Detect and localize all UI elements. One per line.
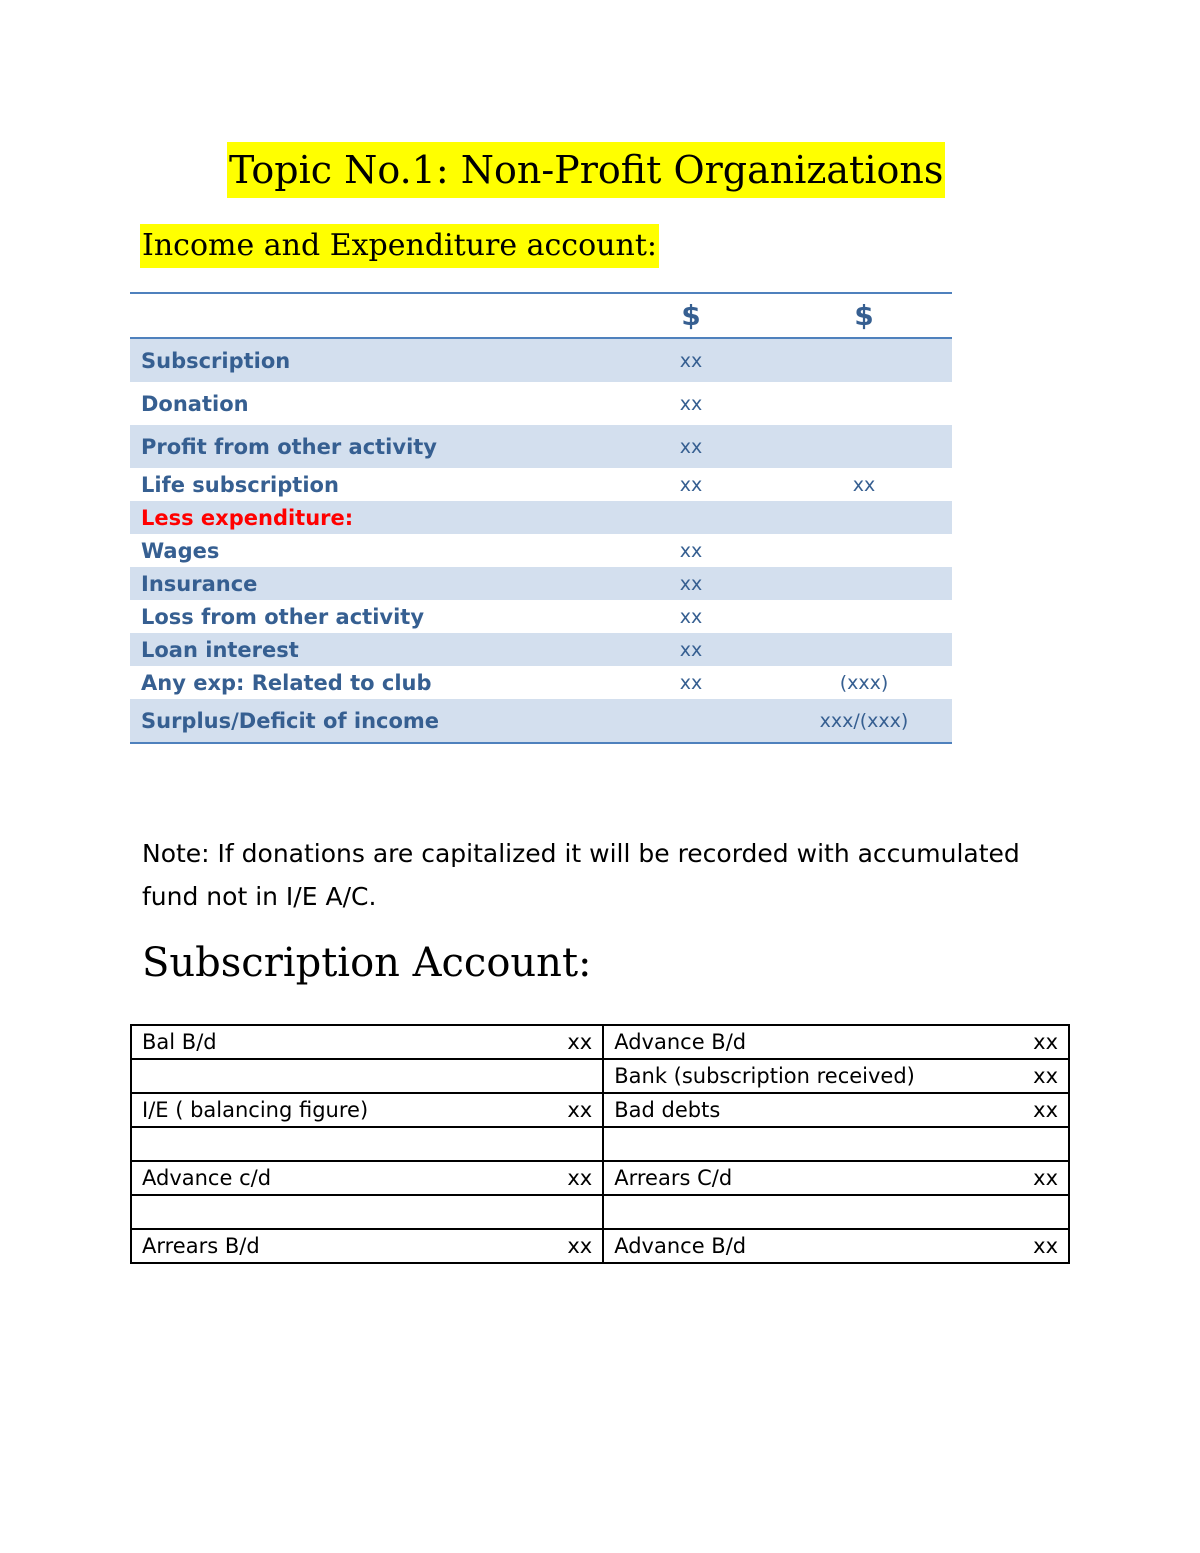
row-value-1 [606, 501, 776, 534]
debit-amount [554, 1127, 603, 1161]
table-row [130, 338, 952, 382]
row-label: Surplus/Deficit of income [130, 699, 606, 743]
credit-amount [1020, 1127, 1069, 1161]
debit-amount: xx [554, 1025, 603, 1059]
table-row [130, 468, 952, 501]
row-label: Any exp: Related to club [141, 670, 432, 695]
table-row [130, 666, 952, 699]
row-value-2 [776, 338, 952, 382]
table-row [130, 501, 952, 534]
row-label: Profit from other activity [130, 425, 606, 468]
row-label: Donation [141, 391, 249, 416]
table-row [130, 633, 952, 666]
header-dollar-2: $ [776, 293, 952, 338]
table-row [131, 1195, 1069, 1229]
credit-label: Arrears C/d [603, 1161, 1020, 1195]
row-label: Loan interest [130, 633, 606, 666]
debit-label: Bal B/d [131, 1025, 554, 1059]
credit-label: Advance B/d [603, 1025, 1020, 1059]
row-value-1 [606, 699, 776, 743]
table-row [130, 600, 952, 633]
debit-label: I/E ( balancing figure) [131, 1093, 554, 1127]
credit-amount [1020, 1195, 1069, 1229]
credit-label: Advance B/d [603, 1229, 1020, 1263]
row-value-2: xxx/(xxx) [776, 699, 952, 743]
row-label: Subscription [130, 338, 606, 382]
subscription-account-table [130, 1024, 1070, 1264]
table-row [130, 382, 952, 425]
debit-label: Arrears B/d [131, 1229, 554, 1263]
row-label: Wages [141, 538, 220, 563]
row-label: Loss from other activity [141, 604, 425, 629]
table-row [130, 699, 952, 743]
row-value-2 [776, 567, 952, 600]
credit-label [603, 1195, 1020, 1229]
section-title-subscription-account: Subscription Account: [142, 940, 592, 986]
table-row [130, 425, 952, 468]
debit-label [131, 1127, 554, 1161]
row-value-1: xx [679, 539, 703, 562]
row-value-1: xx [606, 425, 776, 468]
debit-label [131, 1059, 554, 1093]
debit-label [131, 1195, 554, 1229]
table-row [131, 1093, 1069, 1127]
section-title-income-expenditure: Income and Expenditure account: [140, 224, 659, 268]
row-value-1: xx [606, 567, 776, 600]
row-value-1: xx [679, 392, 703, 415]
debit-label: Advance c/d [131, 1161, 554, 1195]
row-value-2 [776, 382, 952, 425]
credit-label: Bad debts [603, 1093, 1020, 1127]
row-value-1: xx [679, 671, 703, 694]
row-label: Insurance [130, 567, 606, 600]
credit-amount: xx [1020, 1229, 1069, 1263]
table-row [131, 1025, 1069, 1059]
debit-amount [554, 1059, 603, 1093]
row-value-2 [776, 633, 952, 666]
credit-amount: xx [1020, 1093, 1069, 1127]
credit-amount: xx [1020, 1025, 1069, 1059]
credit-amount: xx [1020, 1161, 1069, 1195]
table-row [131, 1229, 1069, 1263]
row-value-1: xx [606, 633, 776, 666]
page-title: Topic No.1: Non-Profit Organizations [227, 142, 945, 198]
debit-amount [554, 1195, 603, 1229]
row-value-2 [776, 501, 952, 534]
row-value-1: xx [606, 338, 776, 382]
row-value-2 [776, 600, 952, 633]
income-expenditure-table [130, 292, 952, 744]
row-value-2 [776, 534, 952, 567]
row-value-2 [776, 425, 952, 468]
row-value-2: xx [852, 473, 876, 496]
credit-label: Bank (subscription received) [603, 1059, 1020, 1093]
header-label [130, 293, 606, 338]
debit-amount: xx [554, 1093, 603, 1127]
table-row [130, 567, 952, 600]
header-dollar-1: $ [606, 293, 776, 338]
row-label-less-expenditure: Less expenditure: [130, 501, 606, 534]
credit-label [603, 1127, 1020, 1161]
debit-amount: xx [554, 1161, 603, 1195]
table-row [130, 534, 952, 567]
debit-amount: xx [554, 1229, 603, 1263]
note-text: Note: If donations are capitalized it will be recorded with accumulated fund not in I/E A/C. [142, 839, 1020, 911]
credit-amount: xx [1020, 1059, 1069, 1093]
table-header-row [130, 293, 952, 338]
row-label: Life subscription [141, 472, 339, 497]
row-value-1: xx [679, 605, 703, 628]
row-value-1: xx [679, 473, 703, 496]
table-row [131, 1161, 1069, 1195]
table-row [131, 1059, 1069, 1093]
row-value-2: (xxx) [839, 671, 889, 694]
table-row [131, 1127, 1069, 1161]
